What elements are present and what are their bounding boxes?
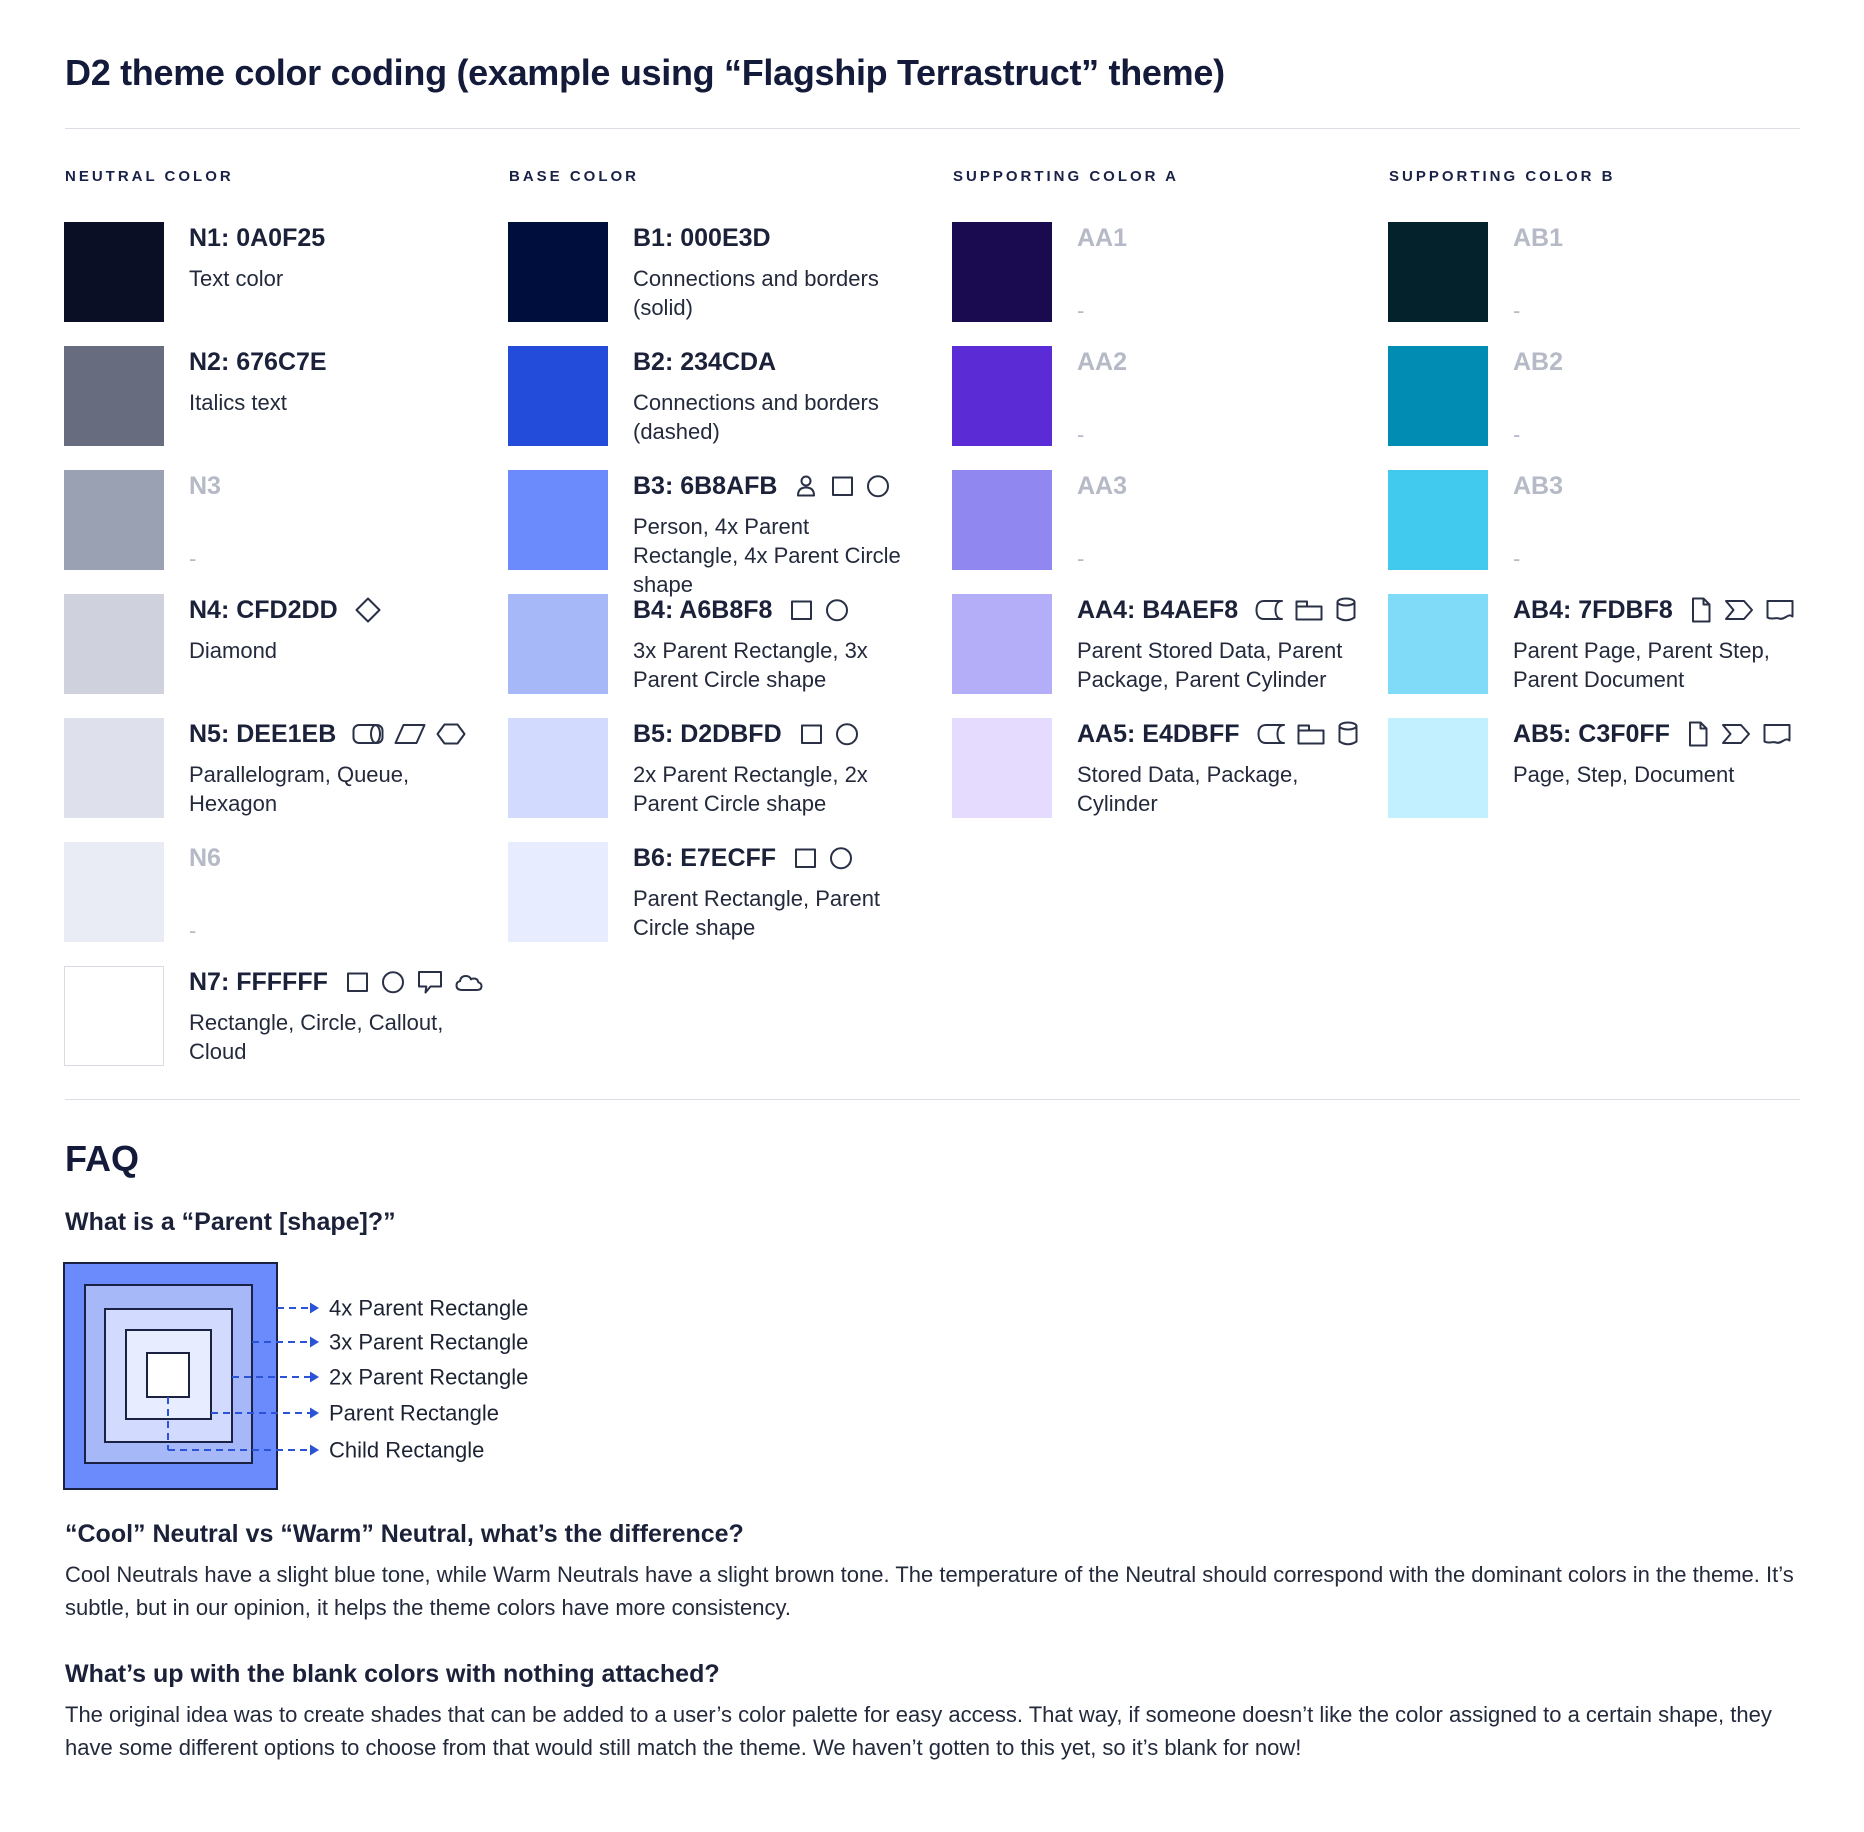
color-code-AA5: AA5: E4DBFF [1077, 719, 1240, 748]
page-icon [1686, 720, 1710, 748]
color-desc-N5: Parallelogram, Queue, Hexagon [189, 762, 410, 817]
column-header-base-color: BASE COLOR [509, 168, 640, 185]
color-swatch-N6 [64, 842, 164, 942]
faq-question-blank-colors: What’s up with the blank colors with nothing attached? [65, 1660, 720, 1688]
faq-question-parent-shape: What is a “Parent [shape]?” [65, 1208, 396, 1236]
color-code-N4: N4: CFD2DD [189, 595, 338, 624]
color-swatch-N1 [64, 222, 164, 322]
shape-icons-AB5 [1686, 720, 1792, 748]
color-swatch-B1 [508, 222, 608, 322]
shape-icons-AA5 [1256, 720, 1360, 748]
faq-question-cool-vs-warm: “Cool” Neutral vs “Warm” Neutral, what’s the difference? [65, 1520, 744, 1548]
shape-icons-N4 [354, 596, 382, 624]
cylinder-icon [1334, 596, 1358, 624]
color-swatch-AA3 [952, 470, 1052, 570]
color-desc-B5: 2x Parent Rectangle, 2x Parent Circle shape [633, 762, 868, 817]
faq-answer-cool-vs-warm: Cool Neutrals have a slight blue tone, while Warm Neutrals have a slight brown tone. The temperature of the Neutral should correspond with the dominant colors in the theme. It’s subtle, but in our opinion, it helps the theme colors have more consistency. [65, 1562, 1794, 1620]
shape-icons-B3 [793, 473, 891, 499]
stored-data-icon [1256, 722, 1286, 746]
color-code-B6: B6: E7ECFF [633, 843, 777, 872]
color-swatch-AB2 [1388, 346, 1488, 446]
color-swatch-AB1 [1388, 222, 1488, 322]
stored-data-icon [1254, 598, 1284, 622]
color-swatch-B5 [508, 718, 608, 818]
color-code-N1: N1: 0A0F25 [189, 223, 326, 252]
circle-icon [824, 597, 850, 623]
color-desc-B1: Connections and borders (solid) [633, 266, 879, 321]
package-icon [1294, 598, 1324, 622]
color-swatch-AA1 [952, 222, 1052, 322]
color-swatch-B4 [508, 594, 608, 694]
color-code-AB1: AB1 [1513, 223, 1564, 252]
cylinder-icon [1336, 720, 1360, 748]
color-code-AA2: AA2 [1077, 347, 1128, 376]
column-header-neutral-color: NEUTRAL COLOR [65, 168, 234, 185]
color-desc-N2: Italics text [189, 390, 287, 415]
rectangle-icon [788, 597, 814, 623]
shape-icons-B5 [798, 721, 860, 747]
document-icon [1765, 598, 1795, 622]
arrow-icon [310, 1372, 319, 1383]
step-icon [1720, 722, 1752, 746]
diagram-label-4x-parent-rectangle: 4x Parent Rectangle [329, 1295, 529, 1321]
arrow-icon [310, 1408, 319, 1419]
color-desc-AB1: - [1513, 298, 1521, 323]
divider-top [65, 128, 1800, 129]
color-code-N3: N3 [189, 471, 221, 500]
rectangle-icon [792, 845, 818, 871]
shape-icons-N5 [352, 722, 466, 746]
shape-icons-N7 [344, 968, 484, 996]
color-swatch-AB5 [1388, 718, 1488, 818]
color-swatch-AA2 [952, 346, 1052, 446]
color-code-N6: N6 [189, 843, 221, 872]
circle-icon [865, 473, 891, 499]
shape-icons-B4 [788, 597, 850, 623]
color-code-N7: N7: FFFFFF [189, 967, 328, 996]
package-icon [1296, 722, 1326, 746]
parent-shape-diagram [63, 1262, 583, 1512]
diamond-icon [354, 596, 382, 624]
color-swatch-B2 [508, 346, 608, 446]
document-icon [1762, 722, 1792, 746]
step-icon [1723, 598, 1755, 622]
color-code-AB5: AB5: C3F0FF [1513, 719, 1670, 748]
shape-icons-AB4 [1689, 596, 1795, 624]
color-swatch-N7 [64, 966, 164, 1066]
column-header-supporting-color-b: SUPPORTING COLOR B [1389, 168, 1616, 185]
arrow-icon [310, 1445, 319, 1456]
color-swatch-N2 [64, 346, 164, 446]
rectangle-icon [829, 473, 855, 499]
color-code-B4: B4: A6B8F8 [633, 595, 773, 624]
page-icon [1689, 596, 1713, 624]
color-swatch-AB4 [1388, 594, 1488, 694]
color-code-N2: N2: 676C7E [189, 347, 327, 376]
diagram-label-parent-rectangle: Parent Rectangle [329, 1400, 499, 1426]
queue-icon [352, 722, 384, 746]
color-desc-N3: - [189, 546, 197, 571]
shape-icons-B6 [792, 845, 854, 871]
color-desc-AA5: Stored Data, Package, Cylinder [1077, 762, 1299, 817]
divider-bottom [65, 1099, 1800, 1100]
color-code-B3: B3: 6B8AFB [633, 471, 778, 500]
color-code-B2: B2: 234CDA [633, 347, 777, 376]
color-desc-AA1: - [1077, 298, 1085, 323]
circle-icon [380, 969, 406, 995]
diagram-label-3x-parent-rectangle: 3x Parent Rectangle [329, 1329, 529, 1355]
color-desc-B4: 3x Parent Rectangle, 3x Parent Circle shape [633, 638, 868, 693]
circle-icon [828, 845, 854, 871]
circle-icon [834, 721, 860, 747]
color-swatch-AA5 [952, 718, 1052, 818]
color-code-AA3: AA3 [1077, 471, 1128, 500]
cloud-icon [454, 970, 484, 994]
color-desc-N7: Rectangle, Circle, Callout, Cloud [189, 1010, 444, 1065]
color-code-B5: B5: D2DBFD [633, 719, 782, 748]
color-desc-AA4: Parent Stored Data, Parent Package, Parent Cylinder [1077, 638, 1343, 693]
parallelogram-icon [394, 722, 426, 746]
color-swatch-AA4 [952, 594, 1052, 694]
person-icon [793, 473, 819, 499]
diagram-label-child-rectangle: Child Rectangle [329, 1437, 485, 1463]
color-desc-B2: Connections and borders (dashed) [633, 390, 879, 445]
color-desc-B6: Parent Rectangle, Parent Circle shape [633, 886, 881, 941]
color-desc-N1: Text color [189, 266, 284, 291]
color-code-N5: N5: DEE1EB [189, 719, 337, 748]
arrow-icon [310, 1337, 319, 1348]
faq-heading: FAQ [65, 1138, 140, 1179]
color-code-B1: B1: 000E3D [633, 223, 771, 252]
color-desc-AB5: Page, Step, Document [1513, 762, 1735, 787]
color-desc-AA3: - [1077, 546, 1085, 571]
arrow-icon [310, 1303, 319, 1314]
color-code-AA4: AA4: B4AEF8 [1077, 595, 1239, 624]
color-desc-AB4: Parent Page, Parent Step, Parent Document [1513, 638, 1770, 693]
color-swatch-N4 [64, 594, 164, 694]
color-desc-B3: Person, 4x Parent Rectangle, 4x Parent Circle shape [633, 514, 901, 598]
color-swatch-N3 [64, 470, 164, 570]
color-desc-AB2: - [1513, 422, 1521, 447]
color-swatch-N5 [64, 718, 164, 818]
shape-icons-AA4 [1254, 596, 1358, 624]
page-title: D2 theme color coding (example using “Flagship Terrastruct” theme) [65, 52, 1225, 93]
hexagon-icon [436, 722, 466, 746]
color-code-AB2: AB2 [1513, 347, 1564, 376]
color-desc-N6: - [189, 918, 197, 943]
color-code-AB4: AB4: 7FDBF8 [1513, 595, 1673, 624]
color-code-AB3: AB3 [1513, 471, 1564, 500]
color-swatch-B6 [508, 842, 608, 942]
faq-answer-blank-colors: The original idea was to create shades that can be added to a user’s color palette for easy access. That way, if someone doesn’t like the color assigned to a certain shape, they have some different options to choose from that would still match the theme. We haven’t gotten to this yet, so it’s blank for now! [65, 1702, 1772, 1760]
diagram-label-2x-parent-rectangle: 2x Parent Rectangle [329, 1364, 529, 1390]
diagram-rect-child-rectangle [147, 1353, 189, 1397]
color-code-AA1: AA1 [1077, 223, 1128, 252]
color-desc-AA2: - [1077, 422, 1085, 447]
color-swatch-AB3 [1388, 470, 1488, 570]
parent-shape-diagram-svg [63, 1262, 583, 1512]
rectangle-icon [798, 721, 824, 747]
color-desc-AB3: - [1513, 546, 1521, 571]
color-desc-N4: Diamond [189, 638, 278, 663]
column-header-supporting-color-a: SUPPORTING COLOR A [953, 168, 1179, 185]
callout-icon [416, 968, 444, 996]
rectangle-icon [344, 969, 370, 995]
color-swatch-B3 [508, 470, 608, 570]
